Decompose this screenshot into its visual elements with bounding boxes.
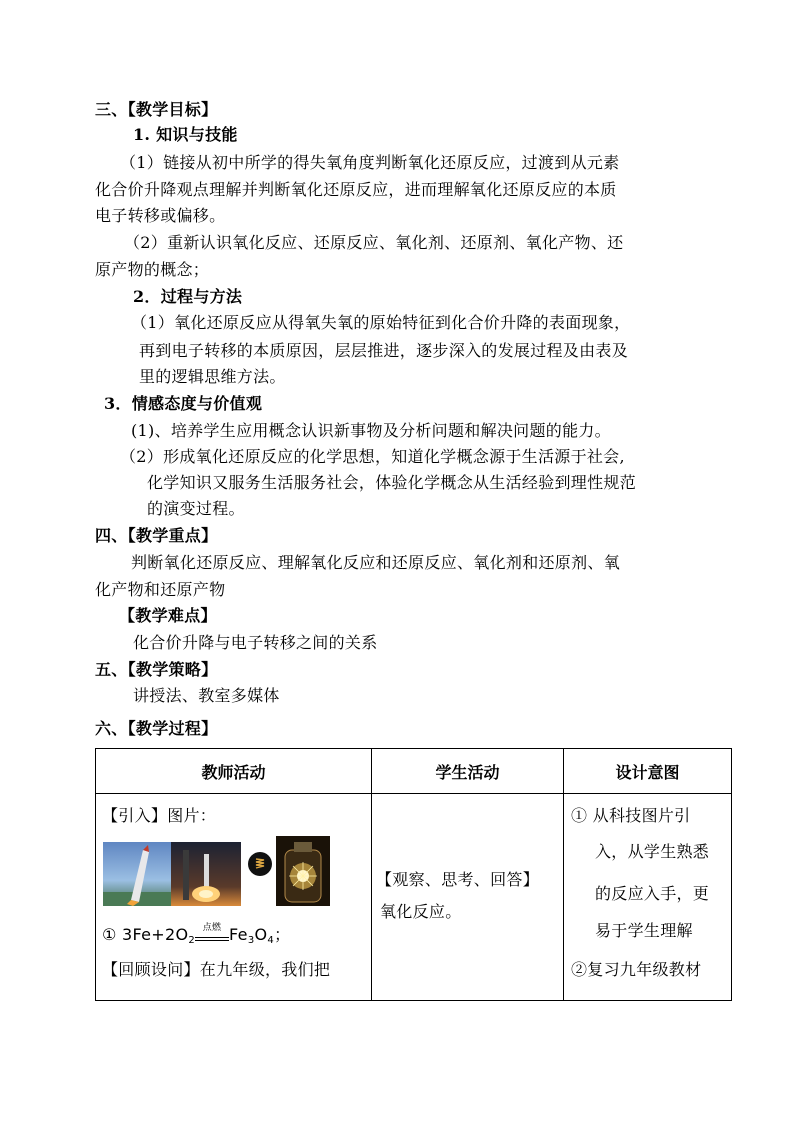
paragraph-line: 化合价升降与电子转移之间的关系 [133,633,378,652]
intro-label: 【引入】图片： [102,806,217,825]
rocket-photo [103,842,171,906]
design-intent-line: ① 从科技图片引 [571,806,691,825]
paragraph-line: 电子转移或偏移。 [95,206,226,225]
design-intent-line: 易于学生理解 [595,921,693,940]
paragraph-line: (1)、培养学生应用概念认识新事物及分析问题和解决问题的能力。 [131,421,611,440]
reaction-equation: ① $3Fe+2O_2$ 点燃 $Fe_3O_4$； [102,922,291,946]
teaching-process-table [95,748,732,1001]
section-4-title: 四、【教学重点】 [95,526,218,545]
section-3-title: 三、【教学目标】 [95,100,218,119]
paragraph-line: 再到电子转移的本质原因，层层推进，逐步深入的发展过程及由表及 [139,341,629,360]
wire-coil-icon [248,852,272,876]
paragraph-line: （2）形成氧化还原反应的化学思想，知道化学概念源于生活源于社会, [120,447,625,466]
paragraph-line: 判断氧化还原反应、理解氧化反应和还原反应、氧化剂和还原剂、氧 [131,553,621,572]
section-3-1-title: 1. 知识与技能 [133,125,238,144]
section-6-title: 六、【教学过程】 [95,719,218,738]
paragraph-line: 讲授法、教室多媒体 [133,686,280,705]
header-design-intent: 设计意图 [564,749,732,794]
section-3-3-title: 3．情感态度与价值观 [104,394,263,413]
paragraph-line: （2）重新认识氧化反应、还原反应、氧化剂、还原剂、氧化产物、还 [124,233,624,252]
design-intent-line: 入，从学生熟悉 [595,842,710,861]
student-activity-line: 【观察、思考、回答】 [376,870,540,889]
paragraph-line: 原产物的概念； [95,260,210,279]
header-teacher-activity: 教师活动 [96,749,372,794]
review-question: 【回顾设问】在九年级，我们把 [102,960,331,979]
paragraph-line: 化产物和还原产物 [95,580,226,599]
paragraph-line: 里的逻辑思维方法。 [139,367,286,386]
paragraph-line: 的演变过程。 [147,499,245,518]
table-row [96,794,732,1001]
student-activity-cell [372,794,564,1001]
table-header-row [96,749,732,794]
launch-photo [171,842,241,906]
paragraph-line: 化学知识又服务生活服务社会，体验化学概念从生活经验到理性规范 [147,473,637,492]
student-activity-line: 氧化反应。 [380,902,462,921]
paragraph-line: 化合价升降观点理解并判断氧化还原反应，进而理解氧化还原反应的本质 [95,180,617,199]
iron-burning-photo [276,836,330,906]
section-5-title: 五、【教学策略】 [95,660,218,679]
design-intent-line: ②复习九年级教材 [571,960,702,979]
header-student-activity: 学生活动 [372,749,564,794]
paragraph-line: （1）氧化还原反应从得氧失氧的原始特征到化合价升降的表面现象， [131,313,631,332]
design-intent-line: 的反应入手，更 [595,884,710,903]
teacher-activity-cell [96,794,372,1001]
section-3-2-title: 2．过程与方法 [133,287,243,306]
design-intent-cell [564,794,732,1001]
difficulty-title: 【教学难点】 [119,606,217,625]
reaction-condition-arrow: 点燃 [195,929,229,943]
paragraph-line: （1）链接从初中所学的得失氧角度判断氧化还原反应，过渡到从元素 [120,153,620,172]
